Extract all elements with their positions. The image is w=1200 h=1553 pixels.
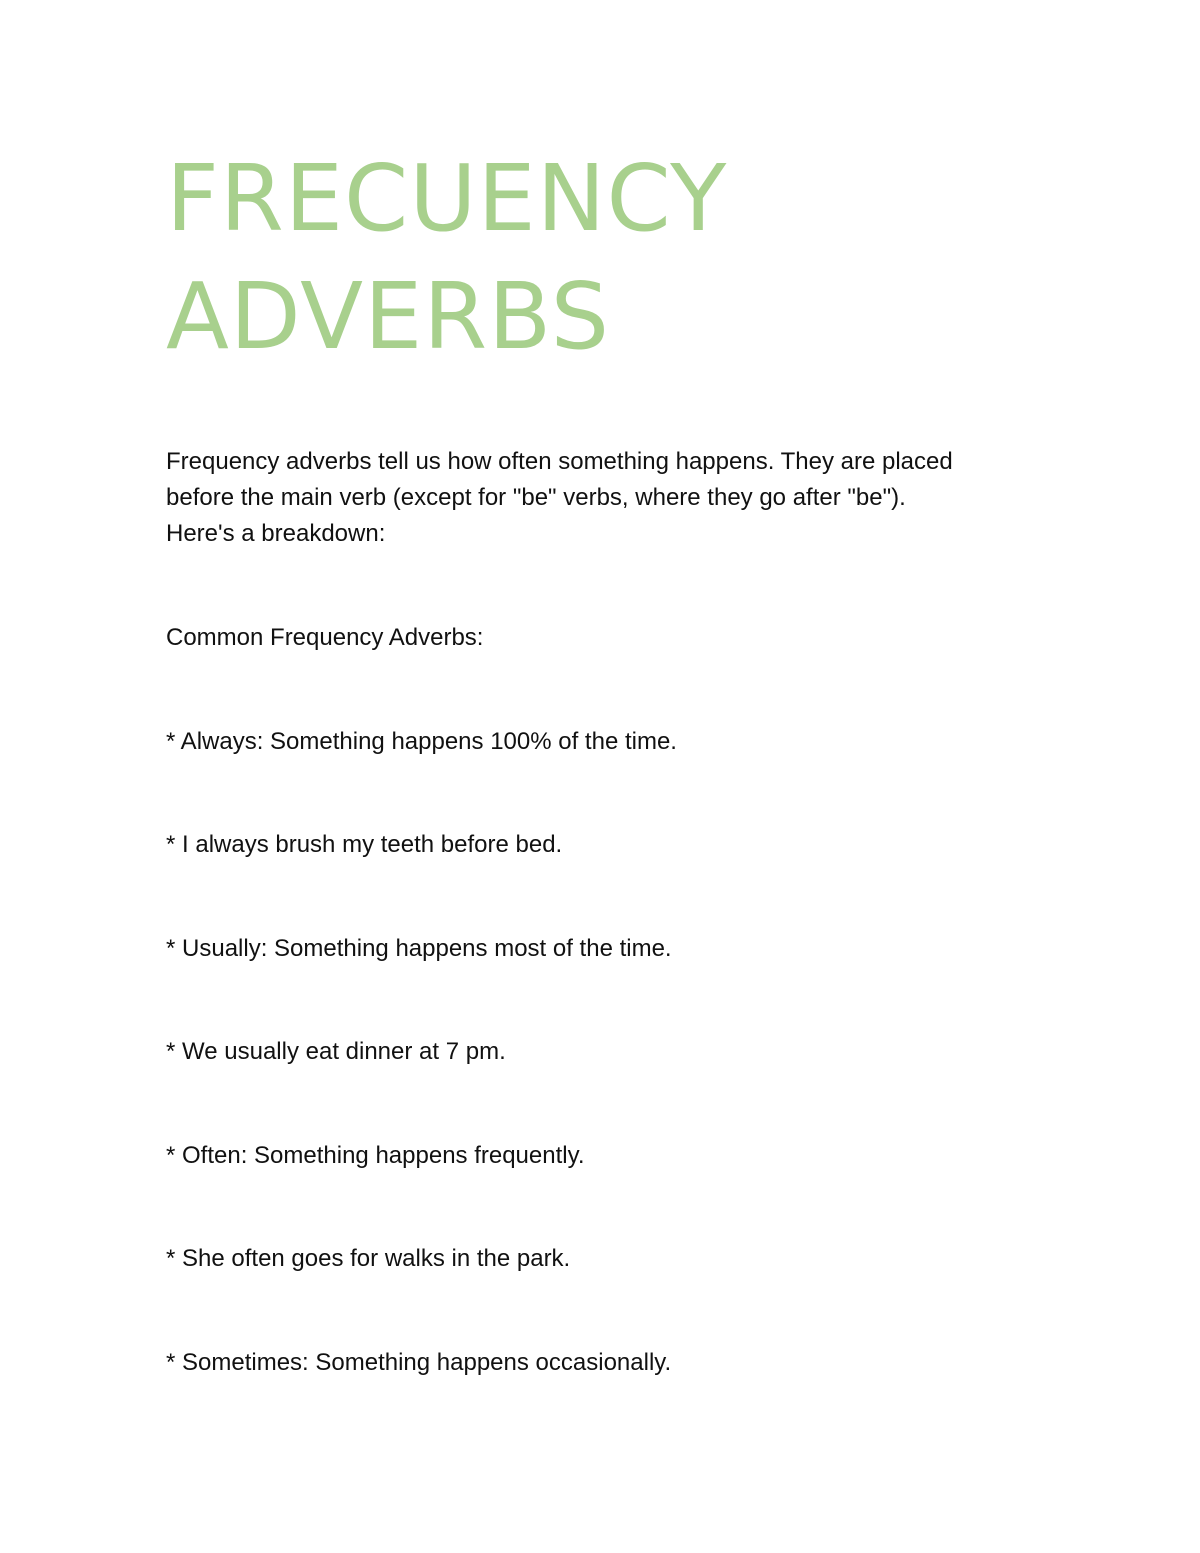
- list-item: * She often goes for walks in the park.: [166, 1245, 571, 1272]
- intro-line-2: before the main verb (except for "be" verbs, where they go after "be").: [166, 484, 906, 511]
- list-item: * Usually: Something happens most of the time.: [166, 935, 672, 962]
- list-item: * Often: Something happens frequently.: [166, 1142, 585, 1169]
- intro-line-3: Here's a breakdown:: [166, 520, 386, 547]
- intro-line-1: Frequency adverbs tell us how often something happens. They are placed: [166, 448, 953, 475]
- title-line-1: FRECUENCY: [166, 145, 728, 252]
- list-item: * Sometimes: Something happens occasionally.: [166, 1349, 672, 1376]
- intro-paragraph: [166, 444, 1046, 552]
- document-title: [166, 140, 727, 376]
- section-heading: Common Frequency Adverbs:: [166, 624, 484, 651]
- list-item: * I always brush my teeth before bed.: [166, 831, 563, 858]
- title-line-2: ADVERBS: [166, 263, 611, 370]
- list-item: * Always: Something happens 100% of the time.: [166, 728, 677, 755]
- list-item: * We usually eat dinner at 7 pm.: [166, 1038, 506, 1065]
